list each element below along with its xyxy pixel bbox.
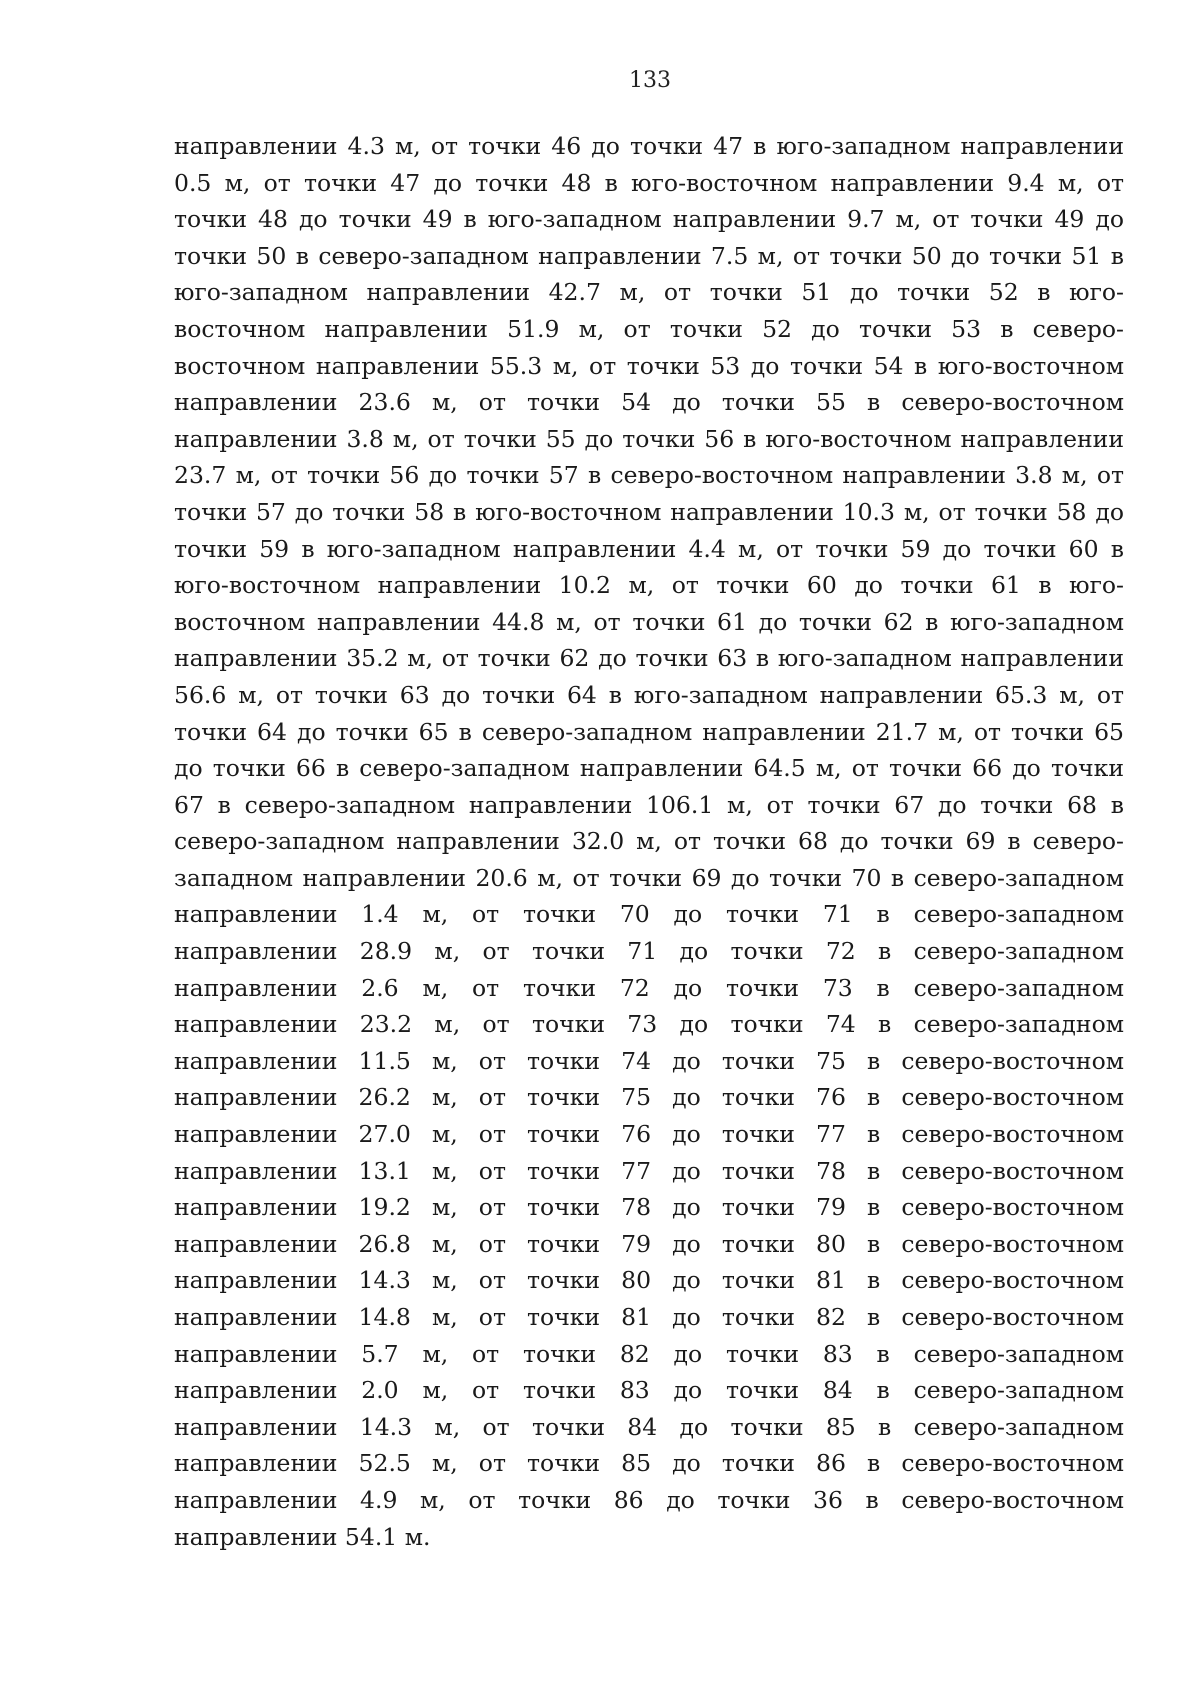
body-paragraph: направлении 4.3 м, от точки 46 до точки 47 в юго-западном направлении 0.5 м, от точки 47 до точки 48 в юго-восточном направлении 9.4 м, от точки 48 до точки 49 в юго-западном направлении 9.7 м, от точки 49 до точки 50 в северо-западном направлении 7.5 м, от точки 50 до точки 51 в юго-западном направлении 42.7 м, от точки 51 до точки 52 в юго-восточном направлении 51.9 м, от точки 52 до точки 53 в северо-восточном направлении 55.3 м, от точки 53 до точки 54 в юго-восточном направлении 23.6 м, от точки 54 до точки 55 в северо-восточном направлении 3.8 м, от точки 55 до точки 56 в юго-восточном направлении 23.7 м, от точки 56 до точки 57 в северо-восточном направлении 3.8 м, от точки 57 до точки 58 в юго-восточном направлении 10.3 м, от точки 58 до точки 59 в юго-западном направлении 4.4 м, от точки 59 до точки 60 в юго-восточном направлении 10.2 м, от точки 60 до точки 61 в юго-восточном направлении 44.8 м, от точки 61 до точки 62 в юго-западном направлении 35.2 м, от точки 62 до точки 63 в юго-западном направлении 56.6 м, от точки 63 до точки 64 в юго-западном направлении 65.3 м, от точки 64 до точки 65 в северо-западном направлении 21.7 м, от точки 65 до точки 66 в северо-западном направлении 64.5 м, от точки 66 до точки 67 в северо-западном направлении 106.1 м, от точки 67 до точки 68 в северо-западном направлении 32.0 м, от точки 68 до точки 69 в северо-западном направлении 20.6 м, от точки 69 до точки 70 в северо-западном направлении 1.4 м, от точки 70 до точки 71 в северо-западном направлении 28.9 м, от точки 71 до точки 72 в северо-западном направлении 2.6 м, от точки 72 до точки 73 в северо-западном направлении 23.2 м, от точки 73 до точки 74 в северо-западном направлении 11.5 м, от точки 74 до точки 75 в северо-восточном направлении 26.2 м, от точки 75 до точки 76 в северо-восточном направлении 27.0 м, от точки 76 до точки 77 в северо-восточном направлении 13.1 м, от точки 77 до точки 78 в северо-восточном направлении 19.2 м, от точки 78 до точки 79 в северо-восточном направлении 26.8 м, от точки 79 до точки 80 в северо-восточном направлении 14.3 м, от точки 80 до точки 81 в северо-восточном направлении 14.8 м, от точки 81 до точки 82 в северо-восточном направлении 5.7 м, от точки 82 до точки 83 в северо-западном направлении 2.0 м, от точки 83 до точки 84 в северо-западном направлении 14.3 м, от точки 84 до точки 85 в северо-западном направлении 52.5 м, от точки 85 до точки 86 в северо-восточном направлении 4.9 м, от точки 86 до точки 36 в северо-восточном направлении 54.1 м. xyxy=(174,132,1124,1551)
page-number: 133 xyxy=(629,68,671,93)
